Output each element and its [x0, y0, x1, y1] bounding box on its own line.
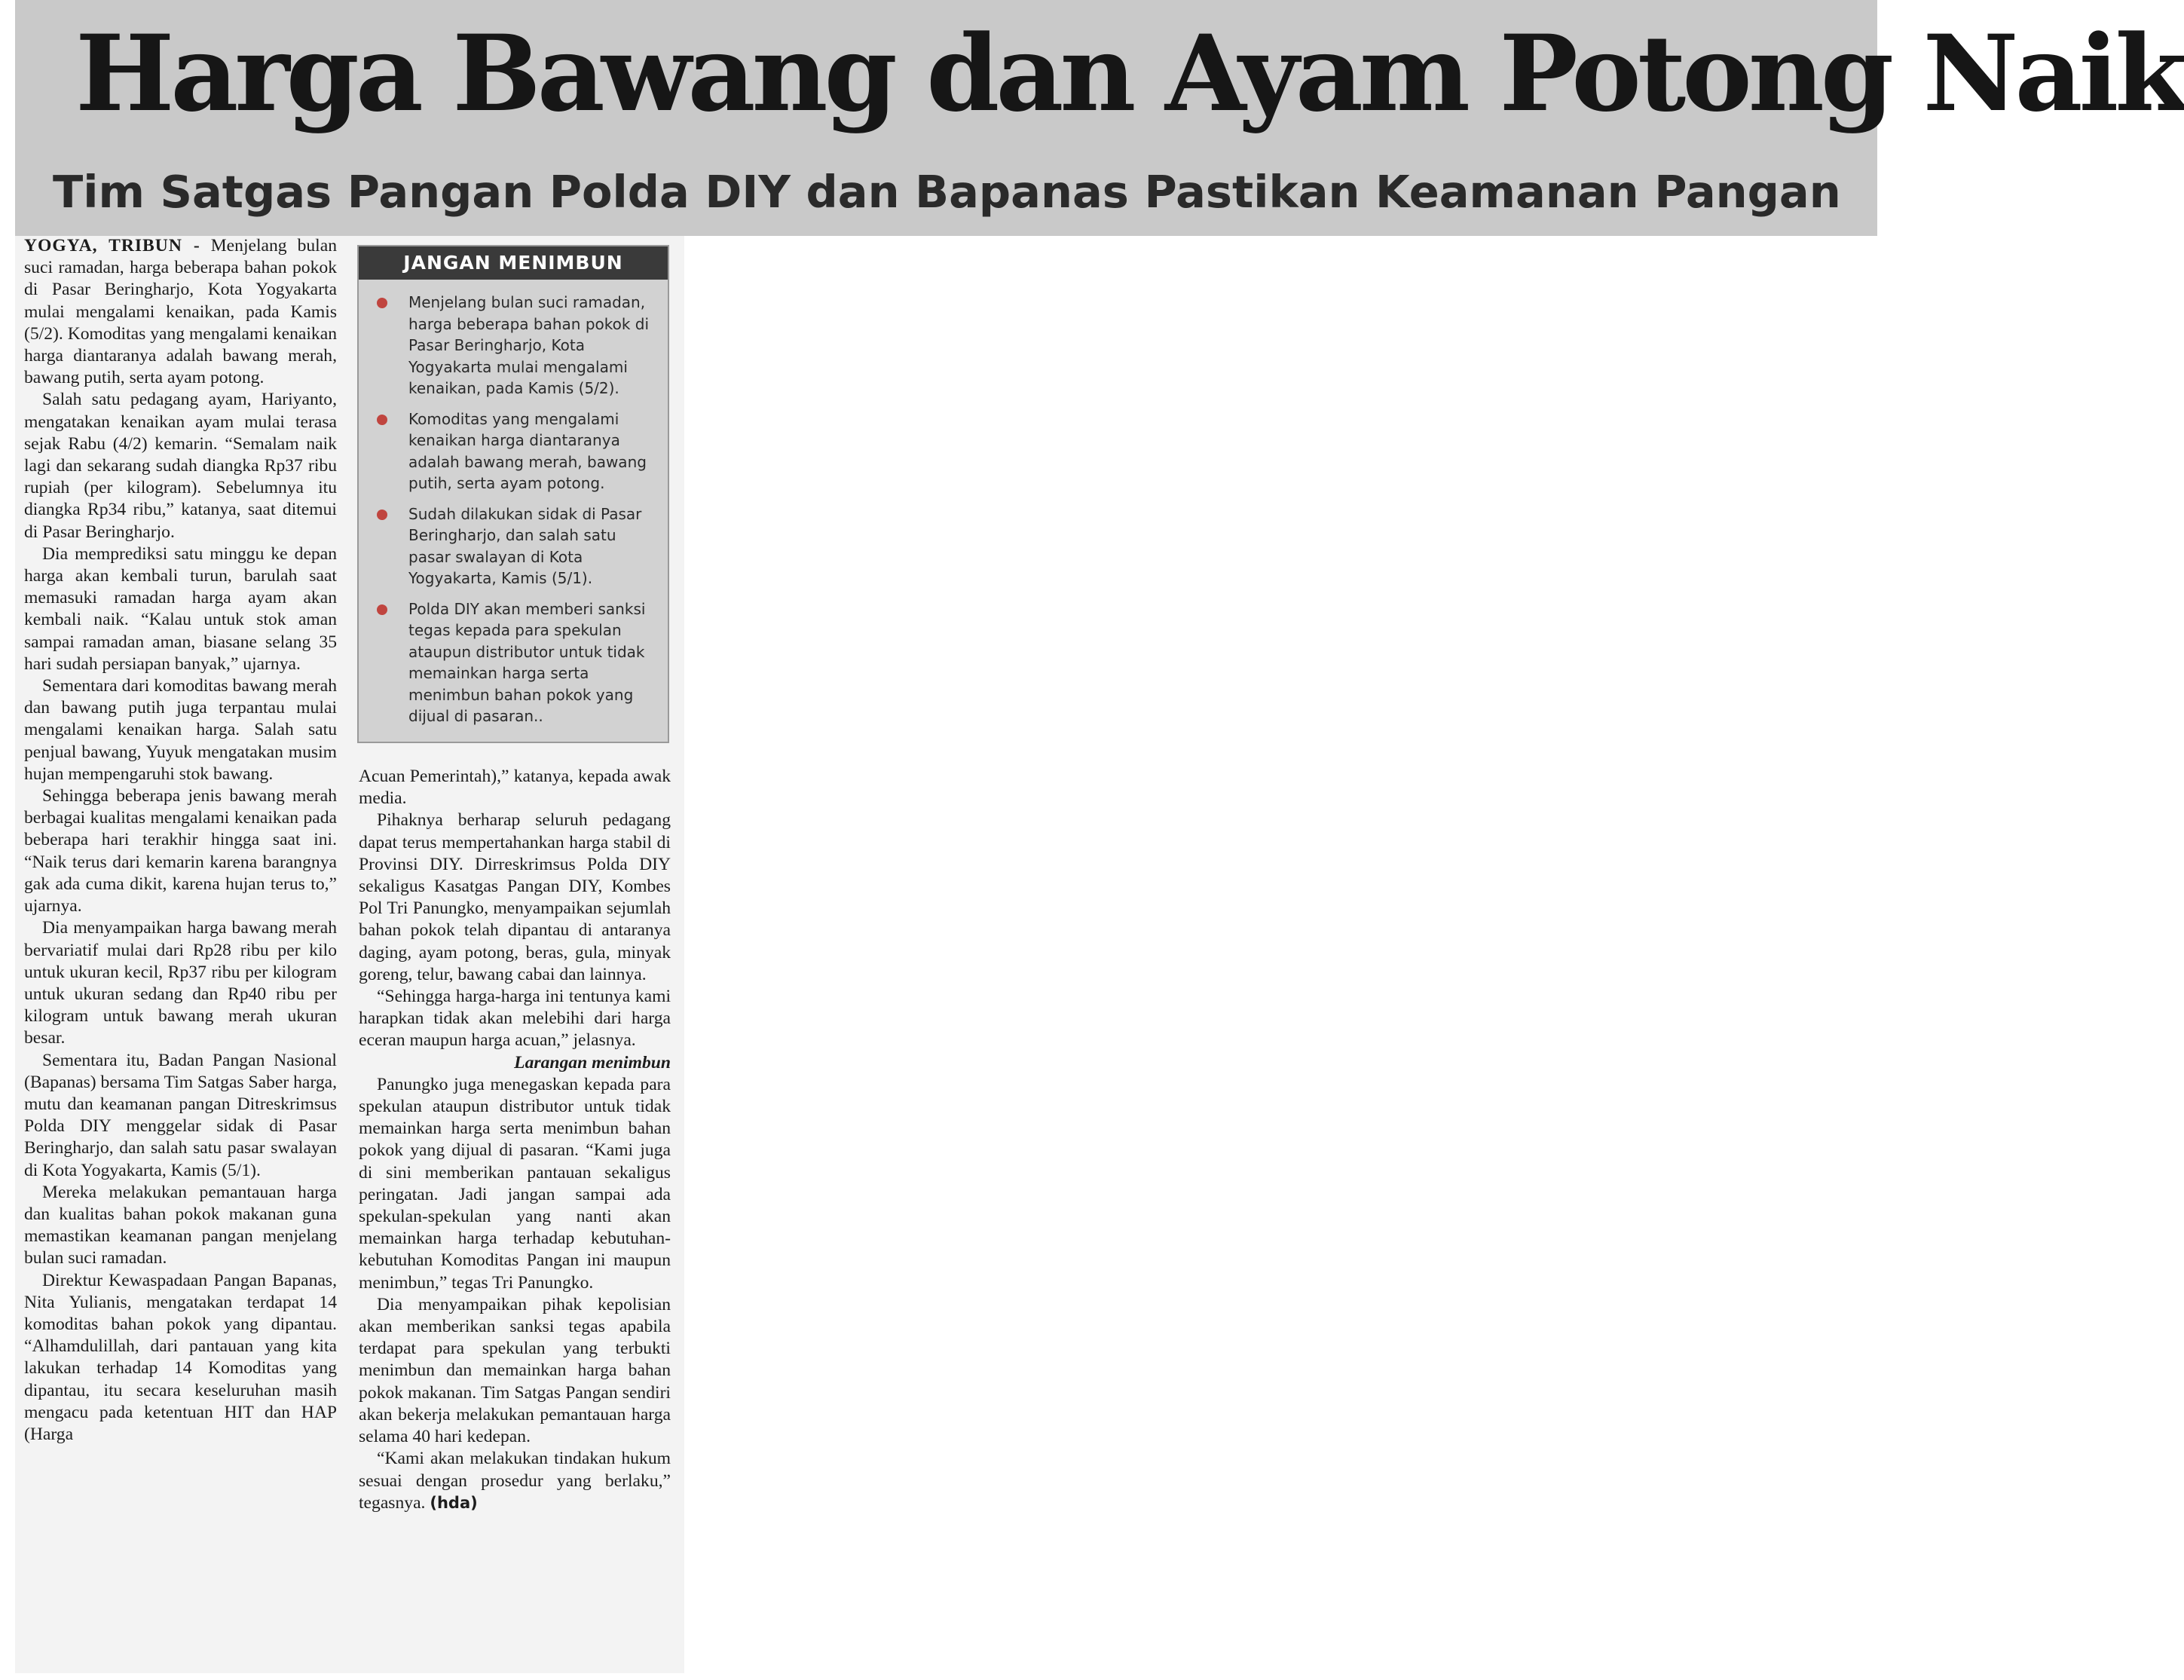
bullet-dot-icon	[377, 298, 387, 308]
sidebar-item: Komoditas yang mengalami kenaikan harga diantaranya adalah bawang merah, bawang putih, serta ayam potong.	[377, 409, 656, 494]
sidebar-item: Menjelang bulan suci ramadan, harga beberapa bahan pokok di Pasar Beringharjo, Kota Yogyakarta mulai mengalami kenaikan, pada Kamis (5/2).	[377, 292, 656, 399]
paragraph: Sementara dari komoditas bawang merah dan bawang putih juga terpantau mulai mengalami kenaikan harga. Salah satu penjual bawang, Yuyuk mengatakan musim hujan mempengaruhi stok bawang.	[24, 676, 337, 784]
byline: (hda)	[430, 1493, 478, 1512]
paragraph: Salah satu pedagang ayam, Hariyanto, mengatakan kenaikan ayam mulai terasa sejak Rabu (4/2) kemarin. “Semalam naik lagi dan sekarang sudah diangka Rp37 ribu rupiah (per kilogram). Sebelumnya itu diangka Rp34 ribu,” katanya, saat ditemui di Pasar Beringharjo.	[24, 390, 337, 542]
bullet-dot-icon	[377, 415, 387, 425]
article-column-2	[359, 766, 671, 1514]
article-column-1	[24, 235, 337, 1446]
headline: Harga Bawang dan Ayam Potong Naik	[75, 11, 2184, 135]
paragraph: Sehingga beberapa jenis bawang merah berbagai kualitas mengalami kenaikan pada beberapa hari terakhir hingga saat ini. “Naik terus dari kemarin karena barangnya gak ada cuma dikit, karena hujan terus to,” ujarnya.	[24, 786, 337, 917]
paragraph: “Sehingga harga-harga ini tentunya kami harapkan tidak akan melebihi dari harga eceran maupun harga acuan,” jelasnya.	[359, 987, 671, 1051]
sidebar-item: Sudah dilakukan sidak di Pasar Beringharjo, dan salah satu pasar swalayan di Kota Yogyakarta, Kamis (5/1).	[377, 503, 656, 589]
paragraph: Panungko juga menegaskan kepada para spekulan ataupun distributor untuk tidak memainkan harga serta menimbun bahan pokok yang dijual di pasaran. “Kami juga di sini memberikan pantauan sekaligus peringatan. Jadi jangan sampai ada spekulan-spekulan yang nanti akan memainkan harga terhadap kebutuhan-kebutuhan Komoditas Pangan ini maupun menimbun,” tegas Tri Panungko.	[359, 1074, 671, 1293]
sidebar-box	[357, 245, 669, 743]
subheadline-row	[30, 158, 1841, 226]
sidebar-list	[377, 292, 656, 736]
bullet-dot-icon	[377, 604, 387, 615]
paragraph: Dia memprediksi satu minggu ke depan harga akan kembali turun, barulah saat memasuki ramadan harga ayam akan kembali naik. “Kalau untuk stok aman sampai ramadan aman, biasane selang 35 hari sudah persiapan banyak,” ujarnya.	[24, 543, 337, 674]
paragraph: “Kami akan melakukan tindakan hukum sesuai dengan prosedur yang berlaku,” tegasnya. (hda)	[359, 1449, 671, 1513]
subsection-heading: Larangan menimbun	[514, 1052, 671, 1073]
paragraph: Acuan Pemerintah),” katanya, kepada awak media.	[359, 767, 671, 809]
paragraph: YOGYA, TRIBUN - Menjelang bulan suci ramadan, harga beberapa bahan pokok di Pasar Beringharjo, Kota Yogyakarta mulai mengalami kenaikan, pada Kamis (5/2). Komoditas yang mengalami kenaikan harga diantaranya adalah bawang merah, bawang putih, serta ayam potong.	[24, 236, 337, 388]
dateline: YOGYA, TRIBUN -	[24, 236, 200, 256]
paragraph: Pihaknya berharap seluruh pedagang dapat terus mempertahankan harga stabil di Provinsi DIY. Dirreskrimsus Polda DIY sekaligus Kasatgas Pangan DIY, Kombes Pol Tri Panungko, menyampaikan sejumlah bahan pokok telah dipantau di antaranya daging, ayam potong, beras, gula, minyak goreng, telur, bawang cabai dan lainnya.	[359, 810, 671, 984]
paragraph: Direktur Kewaspadaan Pangan Bapanas, Nita Yulianis, mengatakan terdapat 14 komoditas bahan pokok yang dipantau. “Alhamdulillah, dari pantauan yang kita lakukan terhadap 14 Komoditas yang dipantau, itu secara keseluruhan masih mengacu pada ketentuan HIT dan HAP (Harga	[24, 1270, 337, 1444]
paragraph: Dia menyampaikan harga bawang merah bervariatif mulai dari Rp28 ribu per kilo untuk ukuran kecil, Rp37 ribu per kilogram untuk ukuran sedang dan Rp40 ribu per kilogram untuk bawang merah ukuran besar.	[24, 918, 337, 1048]
paragraph: Sementara itu, Badan Pangan Nasional (Bapanas) bersama Tim Satgas Saber harga, mutu dan keamanan pangan Ditreskrimsus Polda DIY menggelar sidak di Pasar Beringharjo, dan salah satu pasar swalayan di Kota Yogyakarta, Kamis (5/1).	[24, 1050, 337, 1180]
subheadline: Tim Satgas Pangan Polda DIY dan Bapanas Pastikan Keamanan Pangan	[53, 166, 1841, 218]
sidebar-item: Polda DIY akan memberi sanksi tegas kepada para spekulan ataupun distributor untuk tidak memainkan harga serta menimbun bahan pokok yang dijual di pasaran..	[377, 598, 656, 727]
paragraph: Dia menyampaikan pihak kepolisian akan memberikan sanksi tegas apabila terdapat para spekulan yang terbukti menimbun dan memainkan harga bahan pokok makanan. Tim Satgas Pangan sendiri akan bekerja melakukan pemantauan harga selama 40 hari kedepan.	[359, 1294, 671, 1447]
sidebar-title: JANGAN MENIMBUN	[359, 246, 668, 280]
bullet-dot-icon	[377, 510, 387, 520]
paragraph: Mereka melakukan pemantauan harga dan kualitas bahan pokok makanan guna memastikan keamanan pangan menjelang bulan suci ramadan.	[24, 1182, 337, 1268]
